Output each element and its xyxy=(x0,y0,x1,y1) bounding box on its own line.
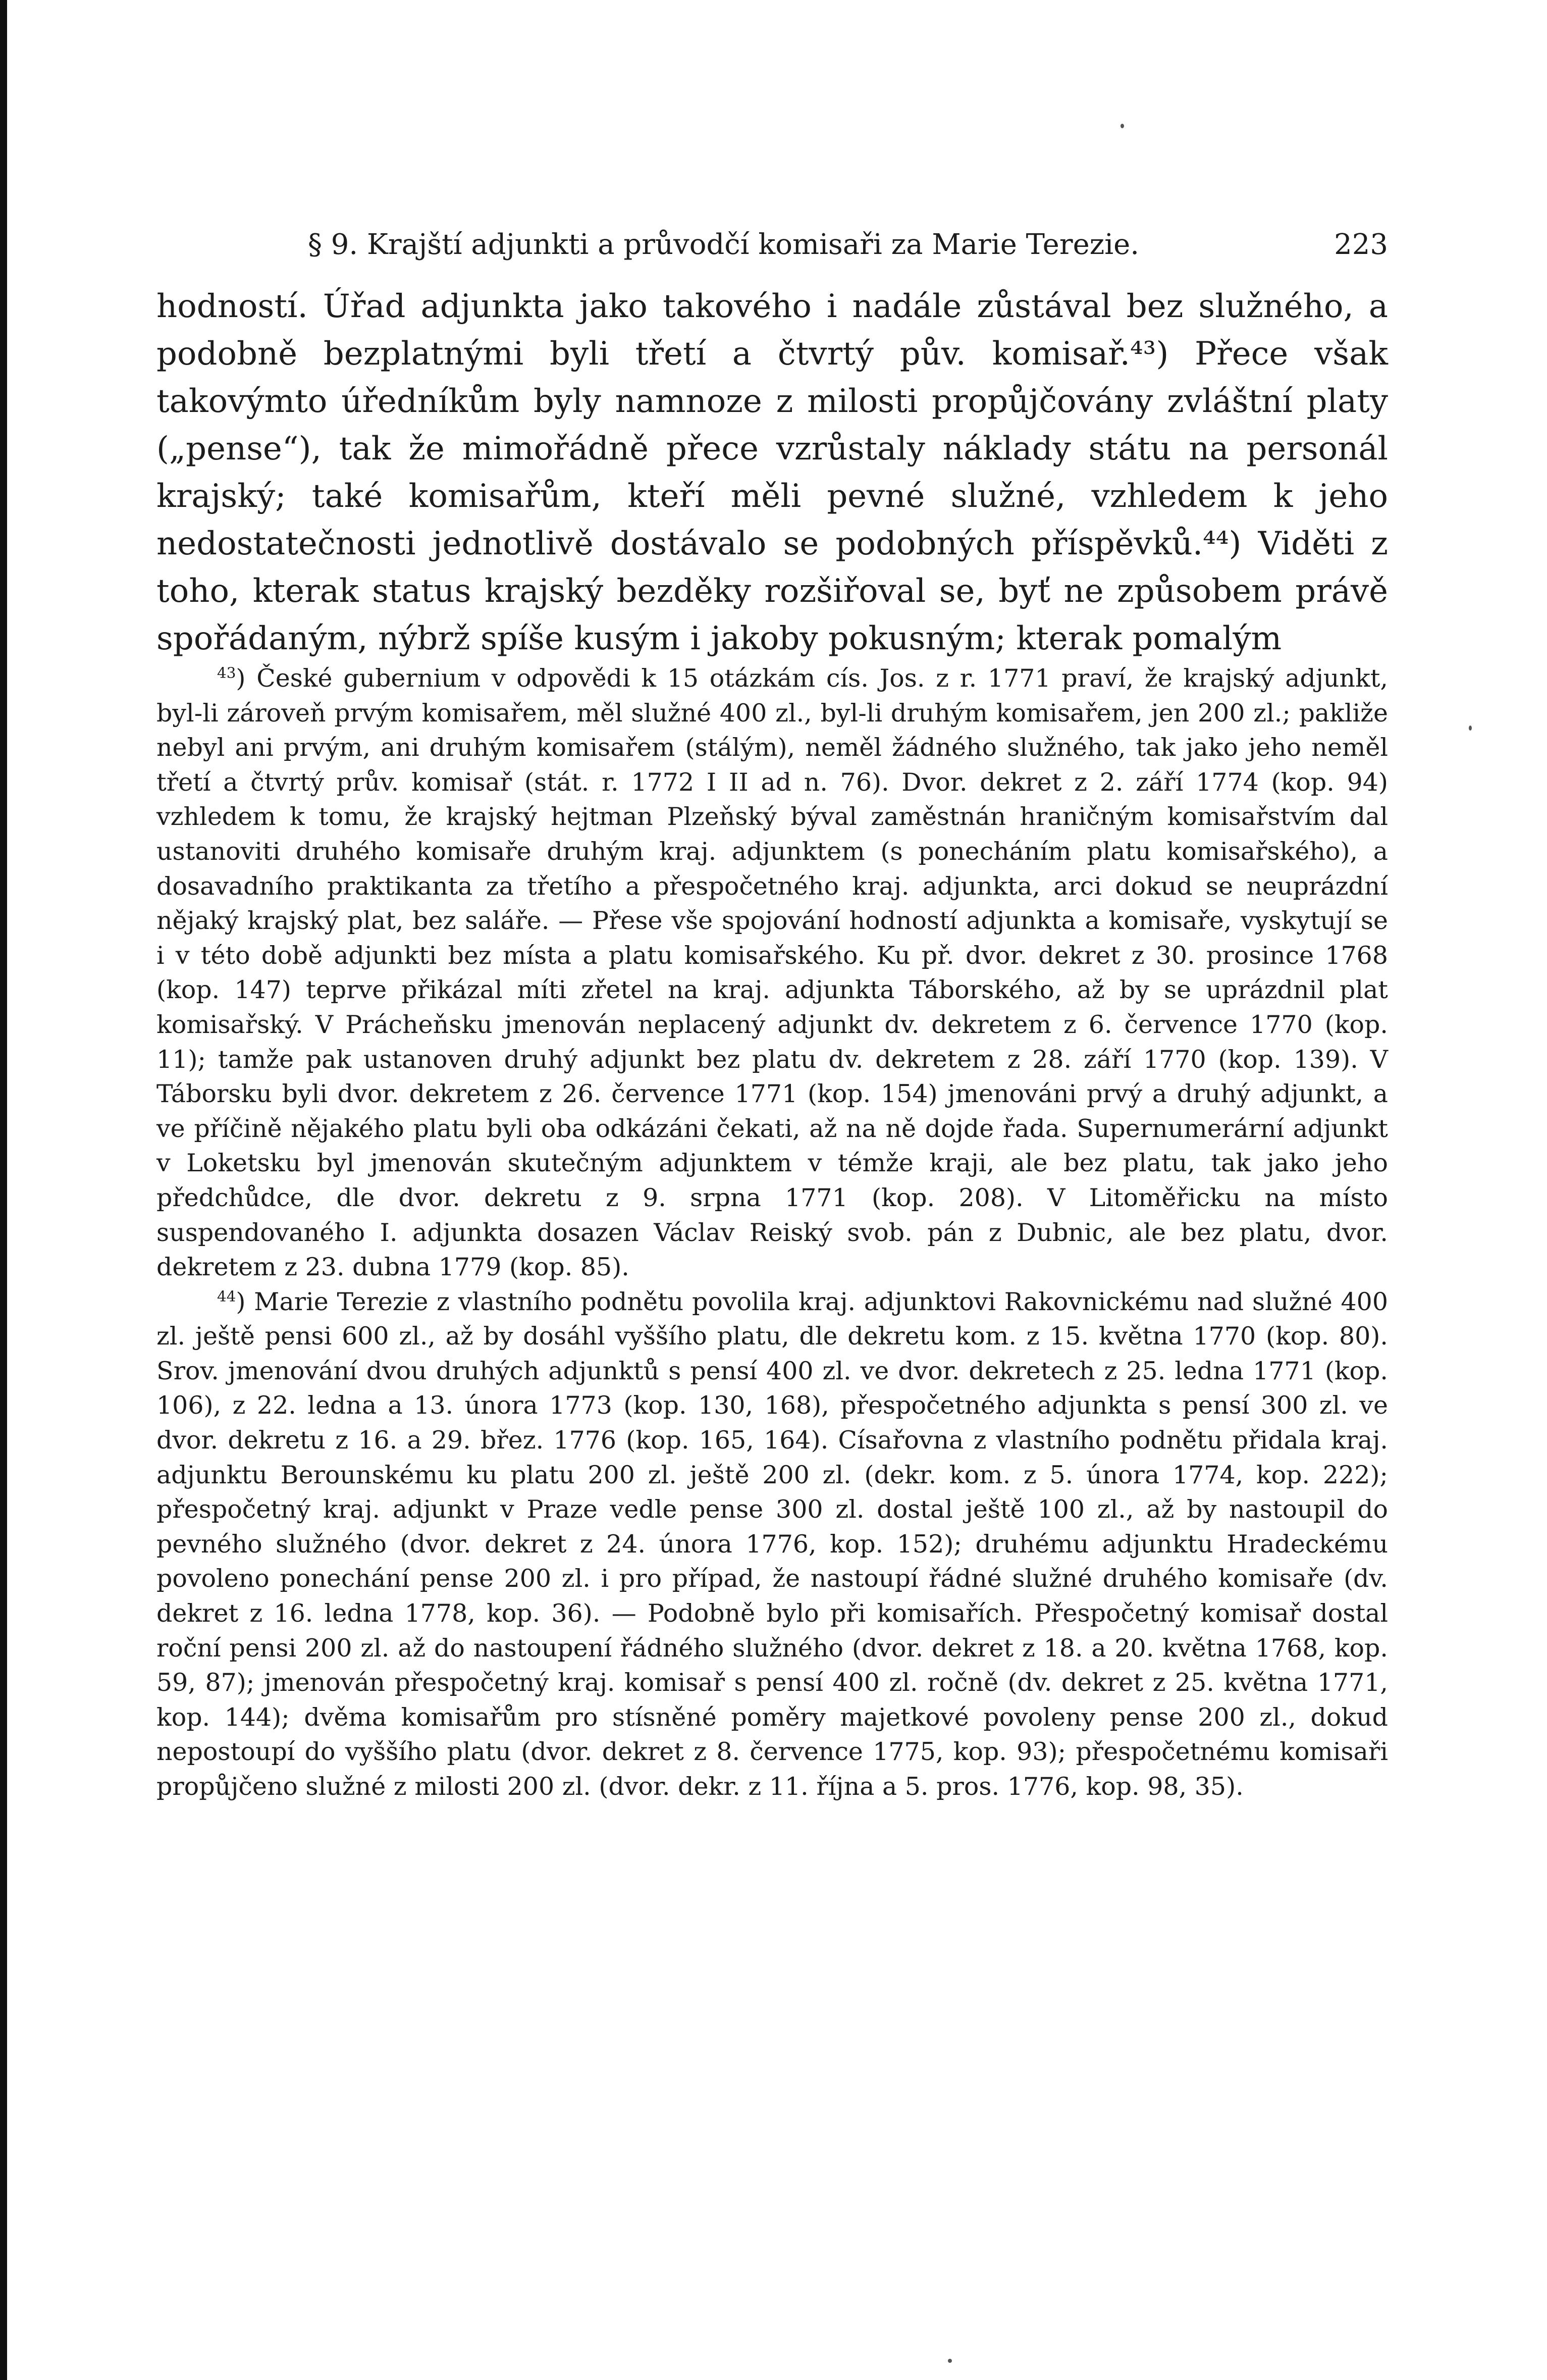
page-number: 223 xyxy=(1334,228,1388,261)
running-header xyxy=(156,222,1388,268)
footnote-mark: 44 xyxy=(217,1287,236,1305)
scan-speck xyxy=(948,2359,952,2363)
footnote: $^{43}$) České gubernium v odpovědi k 15 otázkám cís. Jos. z r. 1771 praví, že krajský adjunkt, byl-li zároveň prvým komisařem, měl služné 400 zl., byl-li druhým komisařem, jen 200 zl.; pakliže nebyl ani prvým, ani druhým komisařem (stálým), neměl žádného služného, tak jako jeho neměl třetí a čtvrtý prův. komisař (stát. r. 1772 I II ad n. 76). Dvor. dekret z 2. září 1774 (kop. 94) vzhledem k tomu, že krajský hejtman Plzeňský býval zaměstnán hraničným komisařstvím dal ustanoviti druhého komisaře druhým kraj. adjunktem (s ponecháním platu komisařského), a dosavadního praktikanta za třetího a přespočetného kraj. adjunkta, arci dokud se neuprázdní nějaký krajský plat, bez saláře. — Přese vše spojování hodností adjunkta a komisaře, vyskytují se i v této době adjunkti bez místa a platu komisařského. Ku př. dvor. dekret z 30. prosince 1768 (kop. 147) teprve přikázal míti zřetel na kraj. adjunkta Táborského, až by se uprázdnil plat komisařský. V Prácheňsku jmenován neplacený adjunkt dv. dekretem z 6. července 1770 (kop. 11); tamže pak ustanoven druhý adjunkt bez platu dv. dekretem z 28. září 1770 (kop. 139). V Táborsku byli dvor. dekretem z 26. července 1771 (kop. 154) jmenováni prvý a druhý adjunkt, a ve příčině nějakého platu byli oba odkázáni čekati, až na ně dojde řada. Supernumerární adjunkt v Loketsku byl jmenován skutečným adjunktem v témže kraji, ale bez platu, tak jako jeho předchůdce, dle dvor. dekretu z 9. srpna 1771 (kop. 208). V Litoměřicku na místo suspendovaného I. adjunkta dosazen Václav Reiský svob. pán z Dubnic, ale bez platu, dvor. dekretem z 23. dubna 1779 (kop. 85). xyxy=(156,664,1388,1282)
footnote-mark: 43 xyxy=(217,664,236,682)
scan-speck xyxy=(1469,726,1472,731)
running-title: § 9. Krajští adjunkti a průvodčí komisaři za Marie Terezie. xyxy=(308,228,1140,261)
footnote-text: Marie Terezie z vlastního podnětu povolila kraj. adjunktovi Rakovnickému nad služné 400 zl. ještě pensi 600 zl., až by dosáhl vyššího platu, dle dekretu kom. z 15. května 1770 (kop. 80). Srov. jmenování dvou druhých adjunktů s pensí 400 zl. ve dvor. dekretech z 25. ledna 1771 (kop. 106), z 22. ledna a 13. února 1773 (kop. 130, 168), přespočetného adjunkta s pensí 300 zl. ve dvor. dekretu z 16. a 29. břez. 1776 (kop. 165, 164). Císařovna z vlastního podnětu přidala kraj. adjunktu Berounskému ku platu 200 zl. ještě 200 zl. (dekr. kom. z 5. února 1774, kop. 222); přespočetný kraj. adjunkt v Praze vedle pense 300 zl. dostal ještě 100 zl., až by nastoupil do pevného služného (dvor. dekret z 24. února 1776, kop. 152); druhému adjunktu Hradeckému povoleno ponechání pense 200 zl. i pro případ, že nastoupí řádné služné druhého komisaře (dv. dekret z 16. ledna 1778, kop. 36). — Podobně bylo při komisařích. Přespočetný komisař dostal roční pensi 200 zl. až do nastoupení řádného služného (dvor. dekret z 18. a 20. května 1768, kop. 59, 87); jmenován přespočetný kraj. komisař s pensí 400 zl. ročně (dv. dekret z 25. května 1771, kop. 144); dvěma komisařům pro stísněné poměry majetkové povoleny pense 200 zl., dokud nepostoupí do vyššího platu (dvor. dekret z 8. července 1775, kop. 93); přespočetnému komisaři propůjčeno služné z milosti 200 zl. (dvor. dekr. z 11. října a 5. pros. 1776, kop. 98, 35). xyxy=(156,1287,1388,1801)
footnote: $^{44}$) Marie Terezie z vlastního podnětu povolila kraj. adjunktovi Rakovnickému nad služné 400 zl. ještě pensi 600 zl., až by dosáhl vyššího platu, dle dekretu kom. z 15. května 1770 (kop. 80). Srov. jmenování dvou druhých adjunktů s pensí 400 zl. ve dvor. dekretech z 25. ledna 1771 (kop. 106), z 22. ledna a 13. února 1773 (kop. 130, 168), přespočetného adjunkta s pensí 300 zl. ve dvor. dekretu z 16. a 29. břez. 1776 (kop. 165, 164). Císařovna z vlastního podnětu přidala kraj. adjunktu Berounskému ku platu 200 zl. ještě 200 zl. (dekr. kom. z 5. února 1774, kop. 222); přespočetný kraj. adjunkt v Praze vedle pense 300 zl. dostal ještě 100 zl., až by nastoupil do pevného služného (dvor. dekret z 24. února 1776, kop. 152); druhému adjunktu Hradeckému povoleno ponechání pense 200 zl. i pro případ, že nastoupí řádné služné druhého komisaře (dv. dekret z 16. ledna 1778, kop. 36). — Podobně bylo při komisařích. Přespočetný komisař dostal roční pensi 200 zl. až do nastoupení řádného služného (dvor. dekret z 18. a 20. května 1768, kop. 59, 87); jmenován přespočetný kraj. komisař s pensí 400 zl. ročně (dv. dekret z 25. května 1771, kop. 144); dvěma komisařům pro stísněné poměry majetkové povoleny pense 200 zl., dokud nepostoupí do vyššího platu (dvor. dekret z 8. července 1775, kop. 93); přespočetnému komisaři propůjčeno služné z milosti 200 zl. (dvor. dekr. z 11. října a 5. pros. 1776, kop. 98, 35). xyxy=(156,1287,1388,1801)
scan-left-edge xyxy=(0,0,7,2380)
main-text: hodností. Úřad adjunkta jako takového i nadále zůstával bez služného, a podobně bezplatnými byli třetí a čtvrtý pův. komisař.⁴³) Přece však takovýmto úředníkům byly namnoze z milosti propůjčovány zvláštní platy („pense“), tak že mimořádně přece vzrůstaly náklady státu na personál krajský; také komisařům, kteří měli pevné služné, vzhledem k jeho nedostatečnosti jednotlivě dostávalo se podobných příspěvků.⁴⁴) Viděti z toho, kterak status krajský bezděky rozšiřoval se, byť ne způsobem právě spořádaným, nýbrž spíše kusým i jakoby pokusným; kterak pomalým xyxy=(156,288,1388,657)
scan-speck xyxy=(1121,124,1124,128)
footnotes xyxy=(156,661,1388,1804)
footnote-text: České gubernium v odpovědi k 15 otázkám cís. Jos. z r. 1771 praví, že krajský adjunkt, byl-li zároveň prvým komisařem, měl služné 400 zl., byl-li druhým komisařem, jen 200 zl.; pakliže nebyl ani prvým, ani druhým komisařem (stálým), neměl žádného služného, tak jako jeho neměl třetí a čtvrtý prův. komisař (stát. r. 1772 I II ad n. 76). Dvor. dekret z 2. září 1774 (kop. 94) vzhledem k tomu, že krajský hejtman Plzeňský býval zaměstnán hraničným komisařstvím dal ustanoviti druhého komisaře druhým kraj. adjunktem (s ponecháním platu komisařského), a dosavadního praktikanta za třetího a přespočetného kraj. adjunkta, arci dokud se neuprázdní nějaký krajský plat, bez saláře. — Přese vše spojování hodností adjunkta a komisaře, vyskytují se i v této době adjunkti bez místa a platu komisařského. Ku př. dvor. dekret z 30. prosince 1768 (kop. 147) teprve přikázal míti zřetel na kraj. adjunkta Táborského, až by se uprázdnil plat komisařský. V Prácheňsku jmenován neplacený adjunkt dv. dekretem z 6. července 1770 (kop. 11); tamže pak ustanoven druhý adjunkt bez platu dv. dekretem z 28. září 1770 (kop. 139). V Táborsku byli dvor. dekretem z 26. července 1771 (kop. 154) jmenováni prvý a druhý adjunkt, a ve příčině nějakého platu byli oba odkázáni čekati, až na ně dojde řada. Supernumerární adjunkt v Loketsku byl jmenován skutečným adjunktem v témže kraji, ale bez platu, tak jako jeho předchůdce, dle dvor. dekretu z 9. srpna 1771 (kop. 208). V Litoměřicku na místo suspendovaného I. adjunkta dosazen Václav Reiský svob. pán z Dubnic, ale bez platu, dvor. dekretem z 23. dubna 1779 (kop. 85). xyxy=(156,664,1388,1282)
